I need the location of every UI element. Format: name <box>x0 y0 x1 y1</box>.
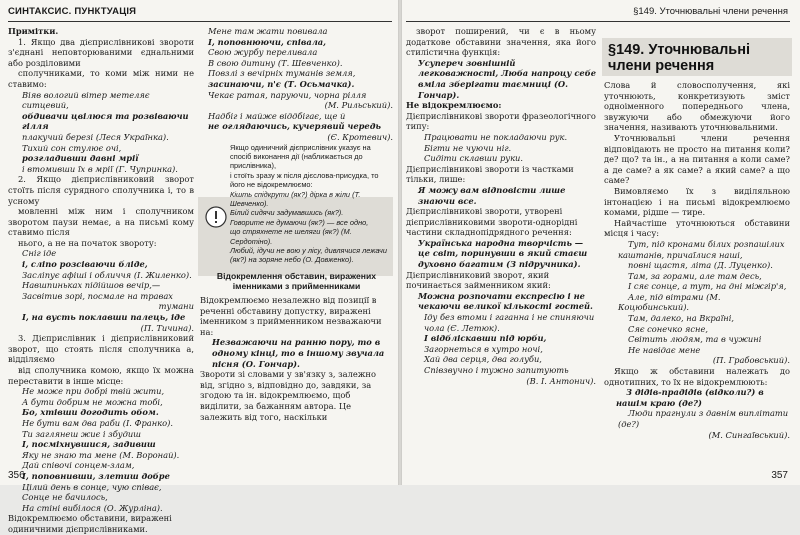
text-line: Сонце не бачилось, <box>22 492 108 503</box>
text-line: Не відокремлюємо: <box>406 100 502 111</box>
text-line: плакучий березі (Леся Українка). <box>22 131 169 142</box>
text-line: зворот поширений, чи є в ньому додаткове обставини значення, яка його стилістична функція: <box>406 26 596 58</box>
text-line: нього, а не на початок звороту: <box>18 237 157 248</box>
text-line: Тут, під кронами білих розпашілих каштанів, причаїлися наші, <box>618 238 785 260</box>
text-line: 3. Дієприслівник і дієприслівниковий зворот, що стоять після сполучника а, відділяємо <box>8 333 194 365</box>
text-line: Сидіти склавши руки. <box>424 153 524 164</box>
text-line: Найчастіше уточнюються обставини місця і часу: <box>604 217 790 239</box>
right-page-number: 357 <box>771 470 788 481</box>
text-line: тумани <box>158 301 194 312</box>
right-header-rule <box>406 21 790 22</box>
text-line: Білий сидячи задумавшись (як?). <box>230 208 344 218</box>
text-line: Якщо ж обставини належать до однотипних, то їх не відокремлюють: <box>604 366 790 387</box>
text-line: Сяє сонечко ясне, <box>628 323 709 334</box>
text-line: Свою журбу переливала <box>208 47 318 58</box>
text-line: Українська народна творчість — це світ, поринувши в який стаєш духовно багатим (З підручника). <box>418 237 588 270</box>
left-column-2 <box>200 26 393 422</box>
left-running-header: СИНТАКСИС. ПУНКТУАЦІЯ <box>8 6 137 17</box>
text-line: Я можу вам відповісти лише знаючи все. <box>418 184 566 206</box>
text-line: Відокремлюємо незалежно від позиції в реченні обставину допустку, виражені іменником з прийменником незважаючи на: <box>200 295 382 337</box>
text-line: Слова й словосполучення, які уточнюють, конкретизують зміст одноіменного попереднього члена, звужуючи або обмежуючи його значення, називають уточнювальними. <box>604 80 790 133</box>
text-line: (М. Сингаївський). <box>708 429 790 440</box>
text-line: Якщо одиничний дієприслівник указує на спосіб виконання дії (наближається до прислівника), <box>230 142 371 171</box>
left-page-number: 356 <box>8 470 25 481</box>
text-line: Дай співочі сонцем-злам, <box>22 460 135 471</box>
text-line: (М. Рильський). <box>324 100 393 111</box>
text-line: Там, далеко, на Вкраїні, <box>628 313 735 324</box>
text-line: 2. Якщо дієприслівниковий зворот стоїть після сурядного сполучника і, то в усному <box>8 174 194 206</box>
text-line: обдивачи цвілюся та розвіваючи гілля <box>22 110 189 132</box>
text-line: Дієприслівникові звороти фразеологічного типу: <box>406 110 596 132</box>
text-line: Тихий сон стулює очі, <box>22 142 122 153</box>
text-line: Віяв вологий вітер метеляє ситцевий, <box>22 89 150 111</box>
text-line: Цілий день в сонце, чую співає, <box>22 481 162 492</box>
text-line: Дієприслівникові звороти, утворені дієприслівниковими звороти-однорідні частини складнопідрядного речення: <box>406 206 578 238</box>
text-line: Іду без втоми і гаганна і не спиняючи чола (Є. Летюк). <box>424 312 595 333</box>
right-running-header: §149. Уточнювальні члени речення <box>633 6 788 17</box>
text-line: від сполучника комою, якщо їх можна переставити в інше місце: <box>8 365 194 386</box>
text-line: сполучниками, то коми між ними не ставимо: <box>8 68 194 89</box>
text-line: Люди прагнули з давнім виплітати (де?) <box>618 408 789 429</box>
text-line: І сяє сонце, а тут, на дні міжгір'я, <box>628 281 787 292</box>
text-line: Засвітив зорі, посмале на травах <box>22 290 173 301</box>
left-page <box>0 0 398 534</box>
text-line: Мене там жати повивала <box>208 26 328 36</box>
text-line: Звороти зі словами у зв'язку з, залежно від, згідно з, відповідно до, завдяки, за згодою та ін. відокремлюємо, щоб виділити, за бажанням автора. Це залежить від того, наскільки <box>200 369 376 422</box>
text-line: Уточнювальні члени речення відповідають не просто на питання коли? де? що? та ін., а на питання а коли саме? а де саме? а як саме? а який саме? а що саме? <box>604 132 790 186</box>
text-line: Повзлі з вечірніх туманів земля, <box>208 68 356 79</box>
text-line: Любий, ідучи не вою у лісу, дивлячися лежачи <box>230 246 387 255</box>
text-line: Вимовляємо їх з виділяльною інтонацією і на письмі відокремлюємо комами, рідше — тире. <box>604 185 790 218</box>
text-line: і стоїть зразу ж після дієслова-присудка, то його не відокремлюємо: <box>230 170 379 190</box>
text-line: Чекає ратая, паруючи, чорна рілля <box>208 89 367 100</box>
text-line: розгладивши давні мрії <box>22 153 139 164</box>
text-line: Там, за горами, але там десь, <box>628 270 762 281</box>
text-line: Ти заглянеш жиє і збудиш <box>22 428 142 439</box>
text-line: Співзвучно і тужно запитують <box>424 365 569 375</box>
text-line: Не може при добрі твій жити, <box>22 386 165 397</box>
text-line: Відокремлення обставин, виражених іменниками з прийменниками <box>216 270 377 292</box>
text-line: Примітки. <box>8 26 59 36</box>
text-line: (В. І. Антонич). <box>526 375 596 386</box>
text-line: З дідів-прадідів (відколи?) в нашім краю (де?) <box>616 387 764 408</box>
text-line: І, поповнюючи, співала, <box>208 36 327 47</box>
text-line: Можна розпочати експресію і не чекаючи великої кількості гостей. <box>418 290 593 312</box>
text-line: Світить людям, та в чужині <box>628 334 762 345</box>
text-line: Дієприслівникові звороти із частками тільки, лише: <box>406 163 574 185</box>
text-line: (П. Тичина). <box>140 322 194 333</box>
text-line: Працювати не покладаючи рук. <box>424 131 568 142</box>
text-line: засинаючи, п'є (Т. Осьмачка). <box>208 78 355 89</box>
text-line: Але, під вітрами (М. Коцюбинський). <box>618 291 721 313</box>
text-line: мовленні між ним і сполучником зворотом паузи немає, а на письмі кому ставимо після <box>8 206 194 238</box>
text-line: В свою дитину (Т. Шевченко). <box>208 57 343 68</box>
text-line: І, на вусть поклавши палець, іде <box>22 312 186 323</box>
text-line: Не навідає мене <box>628 344 701 355</box>
text-line: повні щастя, літа (Д. Луценко). <box>628 260 773 271</box>
text-line: Сніг іде <box>22 248 57 259</box>
text-line: Навшпиньках підійшов вечір,— <box>22 280 161 291</box>
text-line: І відбліскавши під юрби, <box>424 333 547 344</box>
text-line: Надбіг і майже віддбігає, ще й <box>208 110 346 121</box>
text-line: Загорнеться в хутро ночі, <box>424 343 543 354</box>
left-header-rule <box>8 21 392 22</box>
text-line: На стіні вибілося (О. Журліна). <box>22 502 163 513</box>
text-line: Говорите не думаючи (як?) — все одно, <box>230 217 369 227</box>
text-line: Усупереч зовнішній легковажності, Люба напроцу себе вміла зберігати таємниці (О. Гончар). <box>418 57 596 100</box>
text-line: Незважаючи на ранню пору, то в одному кінці, то в іншому звучала пісня (О. Гончар). <box>212 337 385 369</box>
text-line: (Є. Кротевич). <box>327 131 393 142</box>
text-line: Бігти не чуючи ніг. <box>424 142 512 153</box>
text-line: і втомивши їх в мрії (Г. Чупринка). <box>22 163 178 174</box>
text-line: Бо, хтівши догодить обом. <box>22 407 159 418</box>
text-line: І, посміхнувшися, задивиш <box>22 439 156 450</box>
text-line: І, поповнивши, злетиш добре <box>22 470 170 481</box>
text-line: Кішть спідкрути (як?) дірка в жіли (Т. Шевченко). <box>230 189 361 208</box>
text-line: Засліпує афіші і обличчя (І. Жиленко). <box>22 269 192 280</box>
text-line: (П. Грабовський). <box>712 355 790 366</box>
text-line: Відокремлюємо обставини, виражені одиничними дієприслівниками. <box>8 513 172 534</box>
text-line: (як?) на зоряне небо (О. Довженко). <box>230 255 354 265</box>
section-title: §149. Уточнювальні члени речення <box>608 42 750 74</box>
text-line: не оглядаючись, кучерявий чередь <box>208 121 381 132</box>
right-page <box>402 0 800 485</box>
right-column-2 <box>604 80 790 440</box>
text-line: А бути добрим не можна тобі, <box>22 396 163 407</box>
text-line: Не бути вам два раби (І. Франко). <box>22 417 173 428</box>
text-line: Яку не знаю та мене (М. Воронай). <box>22 449 180 460</box>
text-line: Дієприслівниковий зворот, який починається займенником який: <box>406 269 551 291</box>
text-line: і, сліпо розсіваючи бліде, <box>22 259 148 270</box>
text-line: що стряхнете не шеляги (як?) (М. Сердотіно). <box>230 227 352 246</box>
text-line: 1. Якщо два дієприслівникові звороти з'єднані неповторюваними єднальними або розділовими <box>8 36 194 68</box>
right-column-1 <box>406 26 596 386</box>
text-line: Хай два серця, два голуби, <box>424 354 542 365</box>
left-column-1 <box>8 26 194 535</box>
